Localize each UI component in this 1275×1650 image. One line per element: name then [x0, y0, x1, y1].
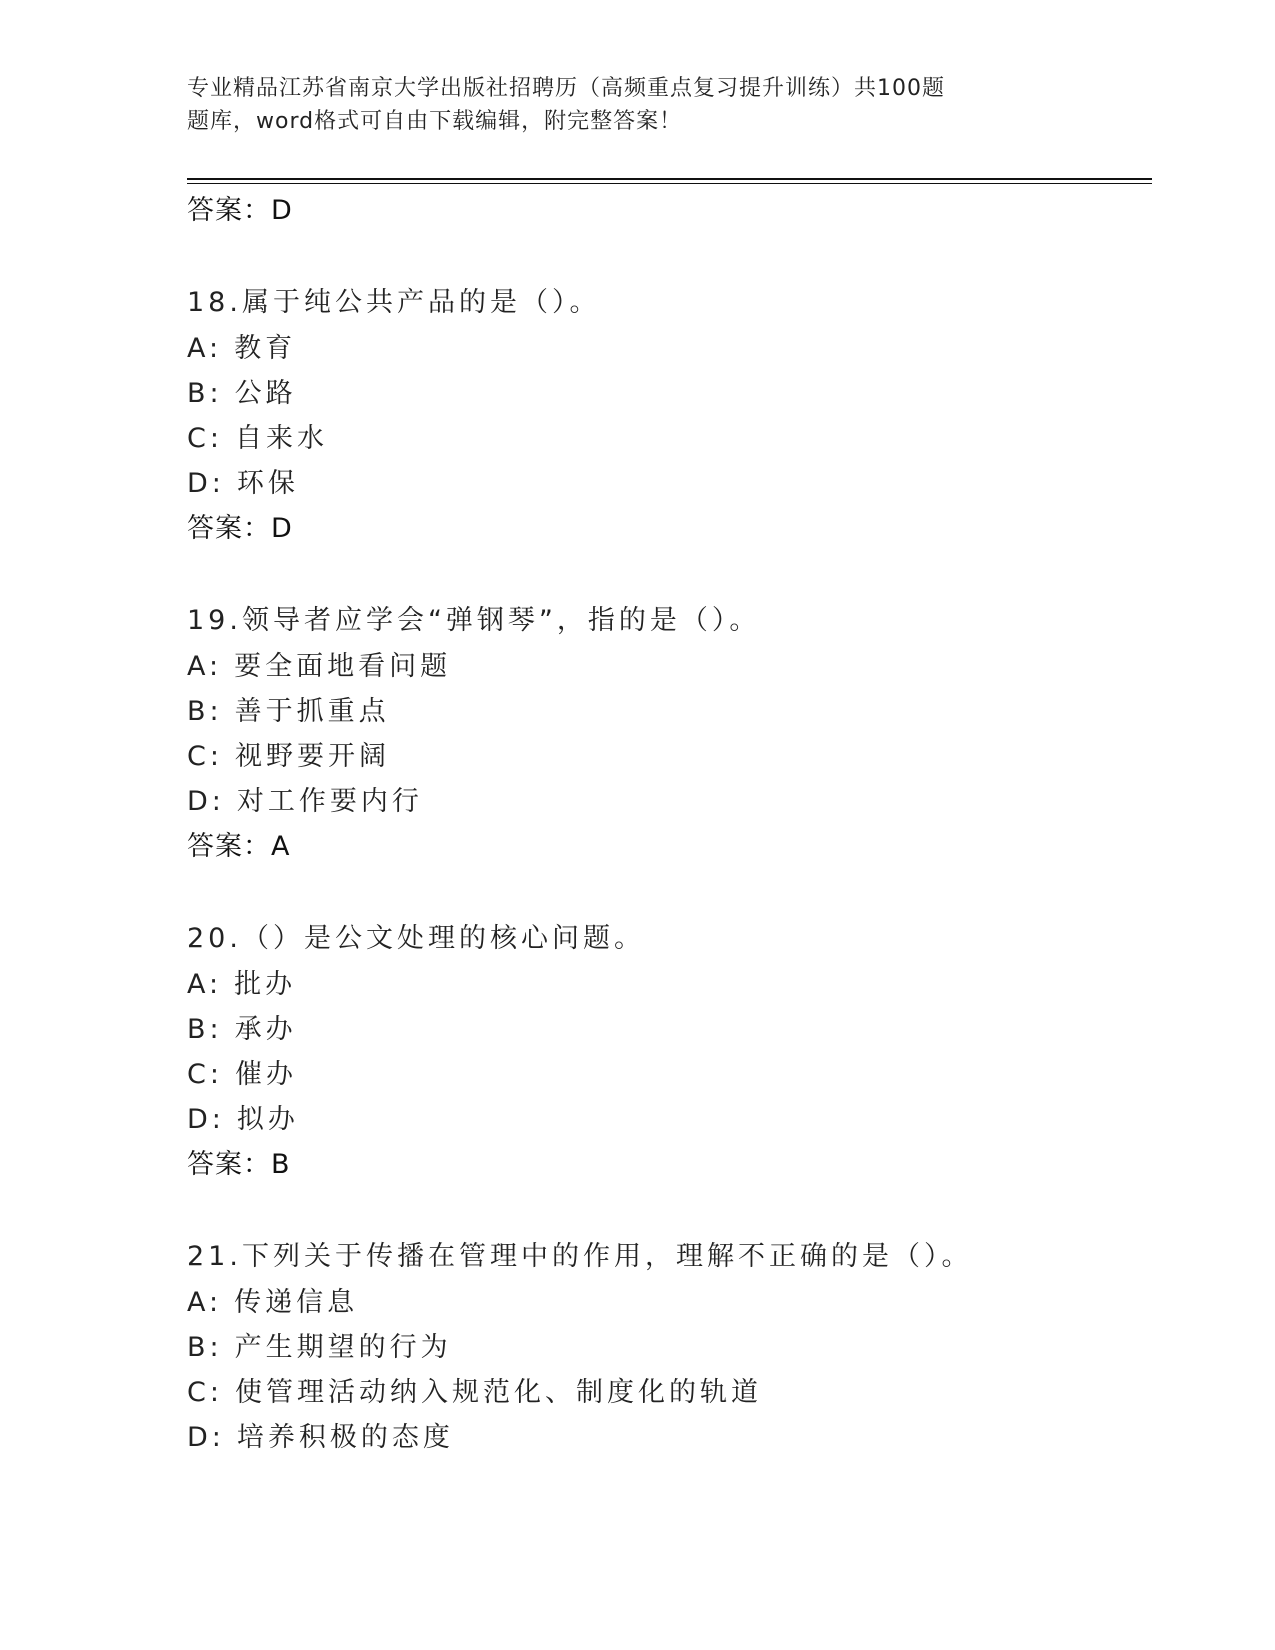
answer-line: 答案：B — [187, 1149, 291, 1180]
question-stem: 20.（）是公文处理的核心问题。 — [187, 923, 645, 954]
option-letter: B: — [187, 696, 223, 727]
question-stem: 19.领导者应学会“弹钢琴”，指的是（）。 — [187, 605, 761, 636]
option-text: 批办 — [234, 969, 297, 1000]
option-letter: C: — [187, 741, 223, 772]
option-text: 自来水 — [234, 423, 328, 454]
question-item-18 — [187, 280, 1147, 552]
option-text: 承办 — [234, 1014, 297, 1045]
option-d — [187, 1097, 1147, 1142]
document-header — [187, 72, 1027, 138]
header-line-1: 专业精品江苏省南京大学出版社招聘历（高频重点复习提升训练）共100题 — [187, 76, 945, 101]
option-text: 产生期望的行为 — [234, 1332, 452, 1363]
option-text: 使管理活动纳入规范化、制度化的轨道 — [234, 1377, 762, 1408]
header-divider-thick — [187, 178, 1152, 180]
option-text: 拟办 — [236, 1104, 299, 1135]
answer-line: 答案：A — [187, 831, 291, 862]
option-text: 传递信息 — [234, 1287, 359, 1318]
option-b — [187, 689, 1147, 734]
header-line-2: 题库，word格式可自由下载编辑，附完整答案！ — [187, 109, 683, 134]
option-text: 培养积极的态度 — [236, 1422, 454, 1453]
option-d — [187, 461, 1147, 506]
option-letter: A: — [187, 969, 223, 1000]
question-item-19 — [187, 598, 1147, 870]
option-d — [187, 1415, 1147, 1460]
option-c — [187, 416, 1147, 461]
option-text: 要全面地看问题 — [234, 651, 452, 682]
option-text: 公路 — [234, 378, 297, 409]
question-list — [187, 188, 1147, 1460]
question-item-21 — [187, 1234, 1147, 1460]
option-a — [187, 962, 1147, 1007]
answer-line: 答案：D — [187, 195, 293, 226]
option-c — [187, 1052, 1147, 1097]
option-c — [187, 734, 1147, 779]
answer-line: 答案：D — [187, 513, 293, 544]
option-letter: C: — [187, 1059, 223, 1090]
option-letter: D: — [187, 1422, 225, 1453]
question-stem: 21.下列关于传播在管理中的作用，理解不正确的是（）。 — [187, 1241, 973, 1272]
option-text: 视野要开阔 — [234, 741, 390, 772]
option-text: 教育 — [234, 333, 297, 364]
option-letter: A: — [187, 333, 223, 364]
option-b — [187, 1007, 1147, 1052]
option-b — [187, 371, 1147, 416]
option-text: 催办 — [234, 1059, 297, 1090]
option-a — [187, 326, 1147, 371]
option-c — [187, 1370, 1147, 1415]
option-letter: D: — [187, 786, 225, 817]
option-letter: C: — [187, 1377, 223, 1408]
option-letter: A: — [187, 651, 223, 682]
option-b — [187, 1325, 1147, 1370]
option-letter: D: — [187, 1104, 225, 1135]
question-item-20 — [187, 916, 1147, 1188]
option-text: 对工作要内行 — [236, 786, 423, 817]
option-d — [187, 779, 1147, 824]
option-a — [187, 644, 1147, 689]
option-text: 善于抓重点 — [234, 696, 390, 727]
question-stem: 18.属于纯公共产品的是（）。 — [187, 287, 601, 318]
option-a — [187, 1280, 1147, 1325]
option-letter: B: — [187, 1332, 223, 1363]
option-letter: C: — [187, 423, 223, 454]
option-letter: B: — [187, 1014, 223, 1045]
option-letter: B: — [187, 378, 223, 409]
option-text: 环保 — [236, 468, 299, 499]
option-letter: A: — [187, 1287, 223, 1318]
header-divider-thin — [187, 183, 1152, 184]
option-letter: D: — [187, 468, 225, 499]
